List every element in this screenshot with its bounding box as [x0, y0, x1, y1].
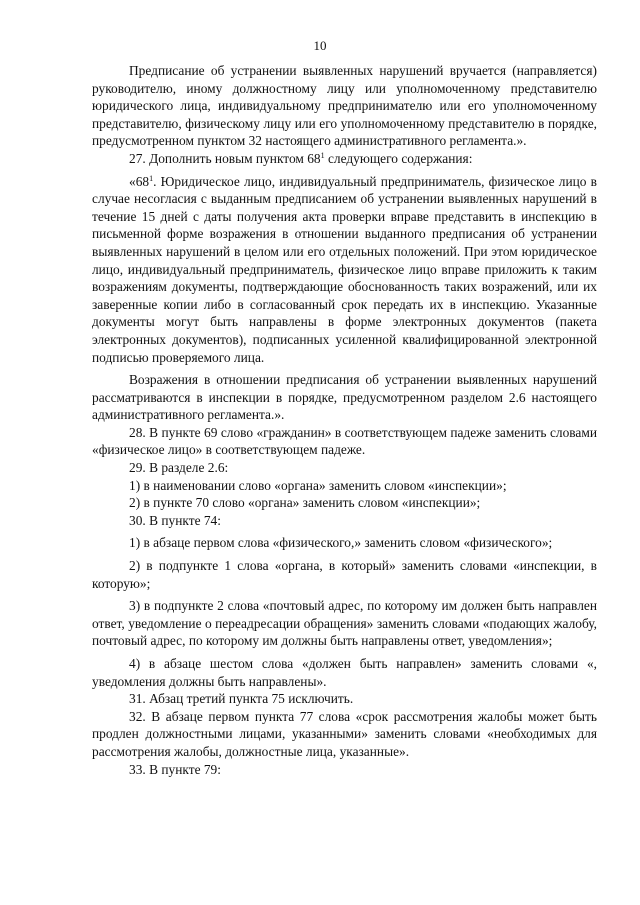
page-number: 10	[313, 38, 327, 53]
document-body	[92, 62, 597, 778]
paragraph-item-30-4: 4) в абзаце шестом слова «должен быть направлен» заменить словами «, уведомления должны быть направлены».	[92, 656, 597, 689]
paragraph-item-33: 33. В пункте 79:	[129, 761, 221, 777]
paragraph-item-29-2: 2) в пункте 70 слово «органа» заменить словом «инспекции»;	[129, 495, 481, 511]
paragraph-item-30-1: 1) в абзаце первом слова «физического,» заменить словом «физического»;	[129, 535, 553, 551]
paragraph-item-32: 32. В абзаце первом пункта 77 слова «срок рассмотрения жалобы может быть продлен должностными лицами, указанными» заменить словами «необходимых для рассмотрения жалобы, должностные лица, указанные».	[92, 708, 597, 759]
paragraph-item-27: 27. Дополнить новым пунктом $68^1$ следующего содержания:	[129, 150, 473, 166]
paragraph-item-29: 29. В разделе 2.6:	[129, 460, 229, 476]
paragraph-order-delivery: Предписание об устранении выявленных нарушений вручается (направляется) руководителю, иному должностному лицу или уполномоченному представителю юридического лица, индивидуальному предпринимателю или его уполномоченному представителю, физическому лицу или его уполномоченному представителю в порядке, предусмотренном пунктом 32 настоящего административного регламента.».	[92, 63, 597, 149]
superscript: 1	[149, 173, 154, 183]
paragraph-item-31: 31. Абзац третий пункта 75 исключить.	[129, 691, 354, 707]
paragraph-item-30-2: 2) в подпункте 1 слова «органа, в который» заменить словами «инспекции, в которую»;	[92, 558, 597, 591]
paragraph-item-30-3: 3) в подпункте 2 слова «почтовый адрес, по которому им должен быть направлен ответ, уведомление о переадресации обращения» заменить словами «подающих жалобу, почтовый адрес, по которому им должны быть направлены ответ, уведомления»;	[92, 598, 597, 649]
superscript: 1	[320, 150, 325, 160]
paragraph-item-29-1: 1) в наименовании слово «органа» заменить словом «инспекции»;	[129, 477, 507, 493]
paragraph-objections: Возражения в отношении предписания об устранении выявленных нарушений рассматриваются в инспекции в порядке, предусмотренном разделом 2.6 настоящего административного регламента.».	[92, 372, 597, 423]
paragraph-item-28: 28. В пункте 69 слово «гражданин» в соответствующем падеже заменить словами «физическое лицо» в соответствующем падеже.	[92, 424, 597, 458]
paragraph-item-30: 30. В пункте 74:	[129, 512, 221, 528]
paragraph-item-68-1: «$68^1$. Юридическое лицо, индивидуальный предприниматель, физическое лицо в случае несогласия с выданным предписанием об устранении выявленных нарушений в течение 15 дней с даты получения акта проверки вправе представить в инспекцию в письменной форме возражения в отношении выданного предписания об устранении выявленных нарушений в целом или его отдельных положений. При этом юридическое лицо, индивидуальный предприниматель, физическое лицо вправе приложить к таким возражениям документы, подтверждающие обоснованность таких возражений, или их заверенные копии либо в согласованный срок передать их в инспекцию. Указанные документы могут быть направлены в форме электронных документов (пакета электронных документов), подписанных усиленной квалифицированной электронной подписью проверяемого лица.	[92, 173, 597, 365]
